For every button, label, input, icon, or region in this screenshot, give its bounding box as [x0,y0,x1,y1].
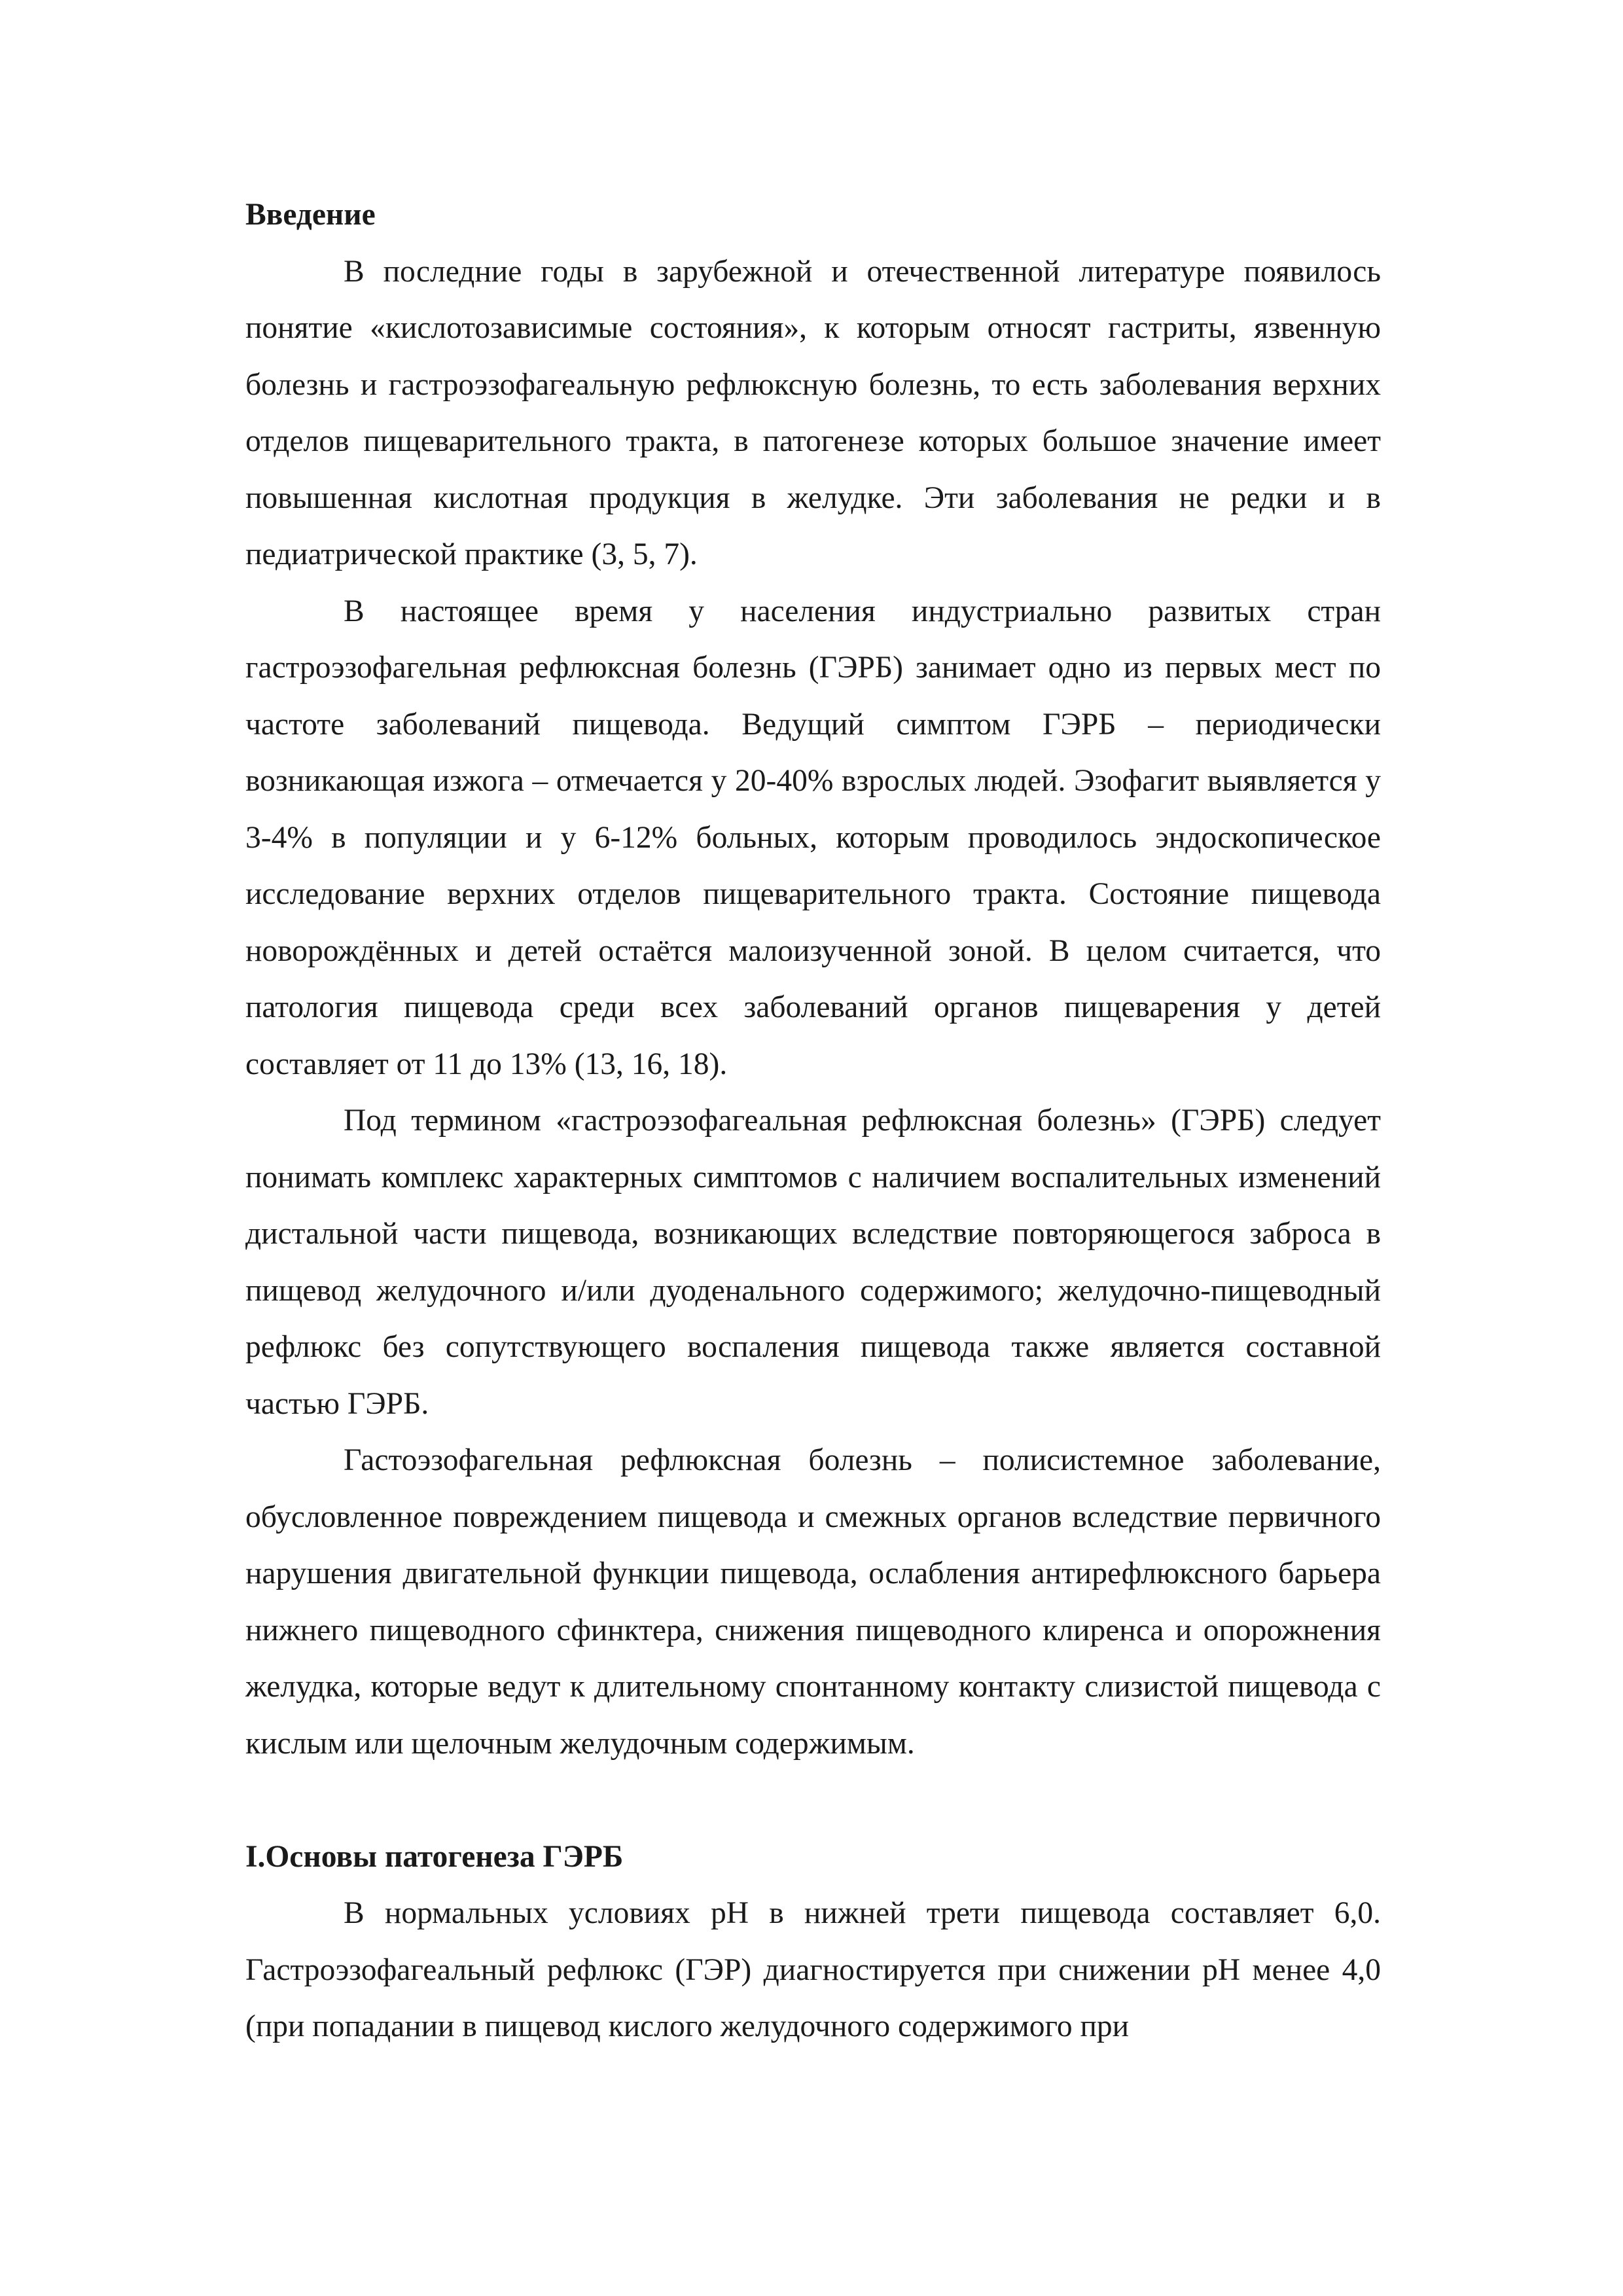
section1-paragraph-1: В нормальных условиях рН в нижней трети пищевода составляет 6,0. Гастроэзофагеальный рефлюкс (ГЭР) диагностируется при снижении рН менее 4,0 (при попадании в пищевод кислого желудочного содержимого при [245,1896,1381,2043]
intro-paragraph-4: Гастоэзофагельная рефлюксная болезнь – полисистемное заболевание, обусловленное повреждением пищевода и смежных органов вследствие первичного нарушения двигательной функции пищевода, ослабления антирефлюксного барьера нижнего пищеводного сфинктера, снижения пищеводного клиренса и опорожнения желудка, которые ведут к длительному спонтанному контакту слизистой пищевода с кислым или щелочным желудочным содержимым. [245,1443,1381,1761]
intro-heading: Введение [245,198,376,232]
intro-paragraph-2: В настоящее время у населения индустриально развитых стран гастроэзофагельная рефлюксная болезнь (ГЭРБ) занимает одно из первых мест по частоте заболеваний пищевода. Ведущий симптом ГЭРБ – периодически возникающая изжога – отмечается у 20-40% взрослых людей. Эзофагит выявляется у 3-4% в популяции и у 6-12% больных, которым проводилось эндоскопическое исследование верхних отделов пищеварительного тракта. Состояние пищевода новорождённых и детей остаётся малоизученной зоной. В целом считается, что патология пищевода среди всех заболеваний органов пищеварения у детей составляет от 11 до 13% (13, 16, 18). [245,594,1381,1081]
section1-heading: I.Основы патогенеза ГЭРБ [245,1839,624,1874]
intro-paragraph-1: В последние годы в зарубежной и отечественной литературе появилось понятие «кислотозависимые состояния», к которым относят гастриты, язвенную болезнь и гастроэзофагеальную рефлюксную болезнь, то есть заболевания верхних отделов пищеварительного тракта, в патогенезе которых большое значение имеет повышенная кислотная продукция в желудке. Эти заболевания не редки и в педиатрической практике (3, 5, 7). [245,254,1381,571]
section-spacer [245,1772,1381,1829]
document-page [245,187,1381,2055]
intro-paragraph-3: Под термином «гастроэзофагеальная рефлюксная болезнь» (ГЭРБ) следует понимать комплекс характерных симптомов с наличием воспалительных изменений дистальной части пищевода, возникающих вследствие повторяющегося заброса в пищевод желудочного и/или дуоденального содержимого; желудочно-пищеводный рефлюкс без сопутствующего воспаления пищевода также является составной частью ГЭРБ. [245,1103,1381,1421]
